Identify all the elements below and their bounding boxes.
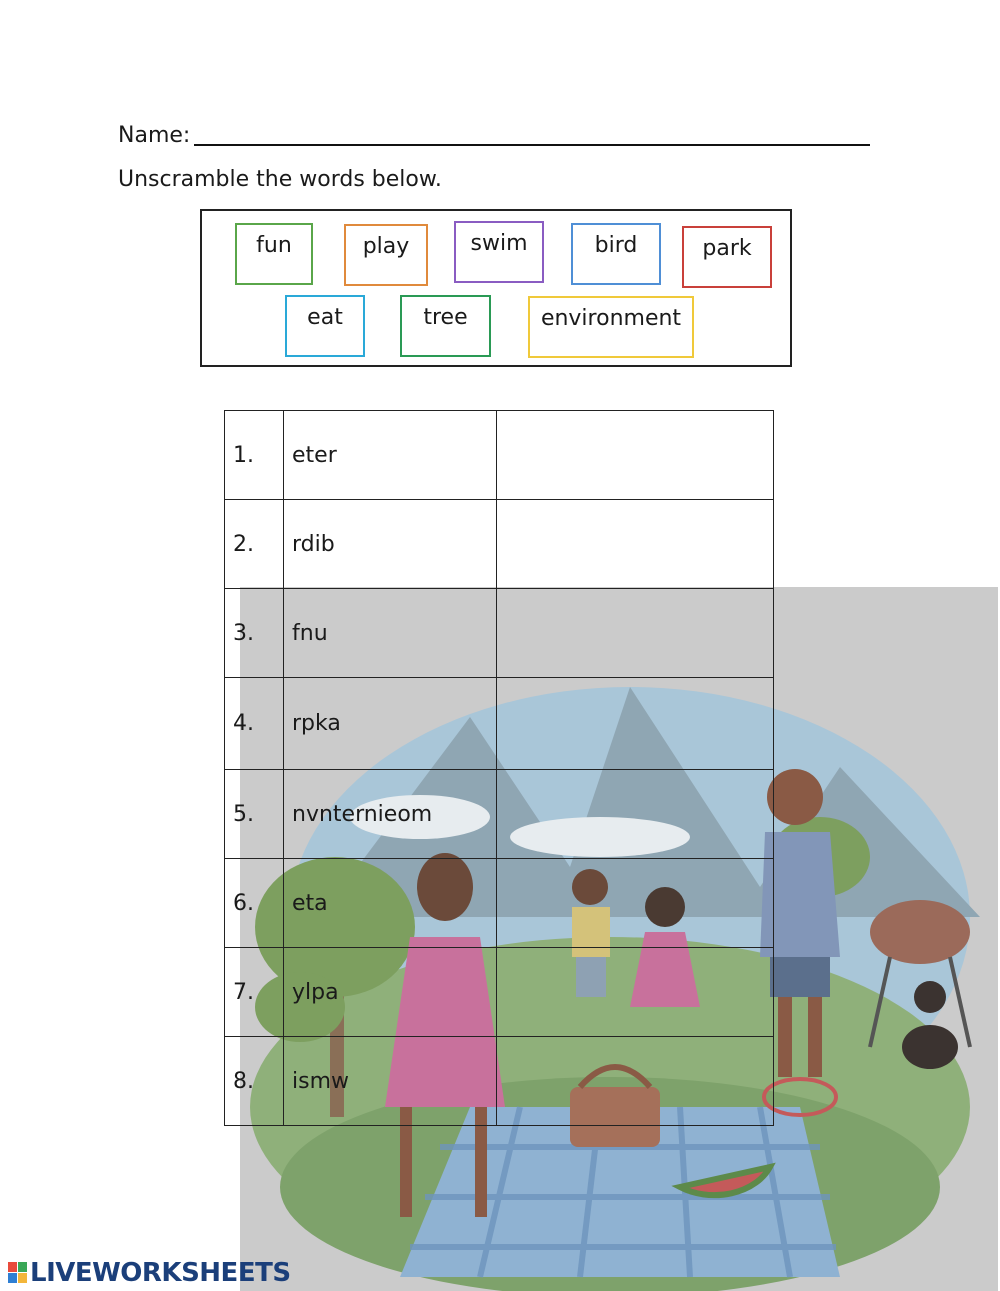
- scrambled-word: eter: [284, 411, 497, 500]
- item-number: 5.: [225, 770, 284, 859]
- item-number: 3.: [225, 589, 284, 678]
- answer-cell[interactable]: [497, 411, 774, 500]
- answer-cell[interactable]: [497, 589, 774, 678]
- scrambled-word: nvnternieom: [284, 770, 497, 859]
- answer-cell[interactable]: [497, 678, 774, 770]
- scrambled-word: fnu: [284, 589, 497, 678]
- item-number: 4.: [225, 678, 284, 770]
- word-bank-item: eat: [285, 295, 365, 357]
- item-number: 7.: [225, 948, 284, 1037]
- scrambled-word: rdib: [284, 500, 497, 589]
- answer-cell[interactable]: [497, 948, 774, 1037]
- name-field: [118, 118, 870, 148]
- table-row: [225, 859, 774, 948]
- answer-cell[interactable]: [497, 500, 774, 589]
- word-bank-item: tree: [400, 295, 491, 357]
- word-bank-item: park: [682, 226, 772, 288]
- word-bank-item: environment: [528, 296, 694, 358]
- item-number: 1.: [225, 411, 284, 500]
- word-bank: [200, 209, 792, 367]
- item-number: 2.: [225, 500, 284, 589]
- item-number: 6.: [225, 859, 284, 948]
- word-bank-item: play: [344, 224, 428, 286]
- scrambled-word: ismw: [284, 1037, 497, 1126]
- scrambled-word: rpka: [284, 678, 497, 770]
- name-label: Name:: [118, 123, 191, 148]
- scrambled-word: eta: [284, 859, 497, 948]
- liveworksheets-logo: [8, 1258, 291, 1288]
- unscramble-table: [224, 410, 774, 1126]
- table-row: [225, 770, 774, 859]
- table-row: [225, 678, 774, 770]
- table-row: [225, 1037, 774, 1126]
- answer-cell[interactable]: [497, 770, 774, 859]
- brand-name: LIVEWORKSHEETS: [30, 1258, 291, 1288]
- name-blank-line[interactable]: [194, 122, 870, 146]
- answer-cell[interactable]: [497, 859, 774, 948]
- table-row: [225, 500, 774, 589]
- answer-cell[interactable]: [497, 1037, 774, 1126]
- table-row: [225, 948, 774, 1037]
- word-bank-item: swim: [454, 221, 544, 283]
- word-bank-item: bird: [571, 223, 661, 285]
- scrambled-word: ylpa: [284, 948, 497, 1037]
- word-bank-item: fun: [235, 223, 313, 285]
- table-row: [225, 589, 774, 678]
- liveworksheets-icon: [8, 1262, 28, 1284]
- instructions: Unscramble the words below.: [118, 167, 442, 192]
- item-number: 8.: [225, 1037, 284, 1126]
- table-row: [225, 411, 774, 500]
